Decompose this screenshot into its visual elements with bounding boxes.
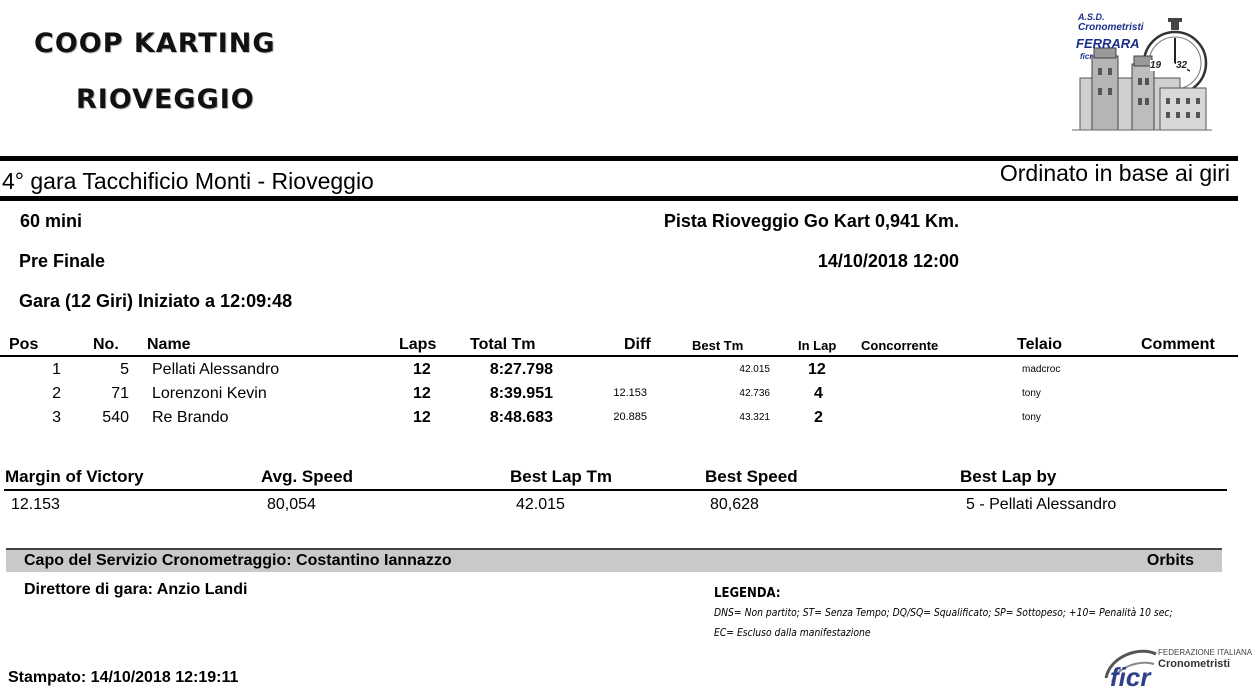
col-laps-header: Laps [399,336,437,353]
row-inlap: 12 [808,361,826,378]
ficr-logo [1100,640,1252,694]
category-label: 60 mini [20,211,83,231]
best-lap-tm-header: Best Lap Tm [510,467,613,486]
row-name: Lorenzoni Kevin [152,385,267,402]
col-name-header: Name [147,336,191,353]
brand-name-line1: COOP KARTING [34,28,276,59]
sort-order-label: Ordinato in base ai giri [999,160,1230,186]
legend-line1: DNS= Non partito; ST= Senza Tempo; DQ/SQ= Squalificato; SP= Sottopeso; +10= Penalità 10 sec; [714,606,1173,619]
row-laps: 12 [413,361,431,378]
row-diff: 12.153 [613,387,647,399]
row-total: 8:39.951 [489,385,553,402]
logo-cronometristi-text: Cronometristi [1078,22,1144,33]
best-speed-header: Best Speed [705,467,798,486]
summary-rule [4,489,1227,491]
col-inlap-header: In Lap [798,338,837,353]
logo-ficr-small: ficr [1080,52,1093,61]
logo-year-left: 19 [1150,60,1162,71]
col-no-header: No. [93,336,119,353]
best-lap-by-value: 5 - Pellati Alessandro [966,496,1117,513]
row-inlap: 4 [814,385,823,402]
avg-speed-value: 80,054 [267,496,316,513]
race-info-label: Gara (12 Giri) Iniziato a 12:09:48 [19,291,293,311]
row-name: Pellati Alessandro [152,361,280,378]
session-label: Pre Finale [19,251,106,271]
row-total: 8:48.683 [489,409,553,426]
row-no: 5 [120,361,129,378]
margin-of-victory-value: 12.153 [11,496,60,513]
row-best: 42.015 [739,364,770,375]
row-total: 8:27.798 [489,361,553,378]
brand-name-line2: RIOVEGGIO [76,84,255,115]
logo-ferrara-text: FERRARA [1076,36,1140,51]
logo-asd-text: A.S.D. [1078,12,1105,22]
race-director-label: Direttore di gara: Anzio Landi [24,581,248,598]
best-lap-by-header: Best Lap by [960,467,1057,486]
col-comment-header: Comment [1141,336,1215,353]
results-header-rule [0,355,1238,357]
margin-of-victory-header: Margin of Victory [5,467,144,486]
ficr-org-text: FEDERAZIONE ITALIANA [1158,648,1252,657]
best-lap-tm-value: 42.015 [516,496,565,513]
session-datetime: 14/10/2018 12:00 [817,251,959,271]
row-best: 42.736 [739,388,770,399]
row-no: 540 [102,409,129,426]
col-chassis-header: Telaio [1017,336,1063,353]
row-best: 43.321 [739,412,770,423]
row-chassis: tony [1022,412,1041,423]
row-chassis: tony [1022,388,1041,399]
row-no: 71 [111,385,129,402]
col-total-header: Total Tm [470,336,536,353]
cronometristi-ferrara-logo [1072,8,1212,134]
avg-speed-header: Avg. Speed [261,467,353,486]
row-pos: 1 [52,361,61,378]
col-best-header: Best Tm [692,338,744,353]
title-bottom-rule [0,196,1238,201]
col-pos-header: Pos [9,336,39,353]
track-label: Pista Rioveggio Go Kart 0,941 Km. [663,211,959,231]
legend-title: LEGENDA: [714,586,781,601]
software-label: Orbits [1146,552,1194,569]
row-diff: 20.885 [613,411,647,423]
best-speed-value: 80,628 [710,496,759,513]
ficr-name-text: Cronometristi [1158,658,1231,670]
row-pos: 3 [52,409,61,426]
timing-chief-label: Capo del Servizio Cronometraggio: Costantino Iannazzo [24,552,452,569]
row-name: Re Brando [152,409,229,426]
row-laps: 12 [413,385,431,402]
printed-timestamp: Stampato: 14/10/2018 12:19:11 [8,669,239,686]
logo-year-right: 32 [1176,60,1188,71]
row-laps: 12 [413,409,431,426]
row-inlap: 2 [814,409,823,426]
row-pos: 2 [52,385,61,402]
legend-line2: EC= Escluso dalla manifestazione [714,626,871,639]
col-diff-header: Diff [624,336,651,353]
ficr-wordmark: ficr [1110,662,1151,692]
row-chassis: madcroc [1022,364,1061,375]
event-title: 4° gara Tacchificio Monti - Rioveggio [2,168,374,194]
col-entrant-header: Concorrente [861,338,939,353]
